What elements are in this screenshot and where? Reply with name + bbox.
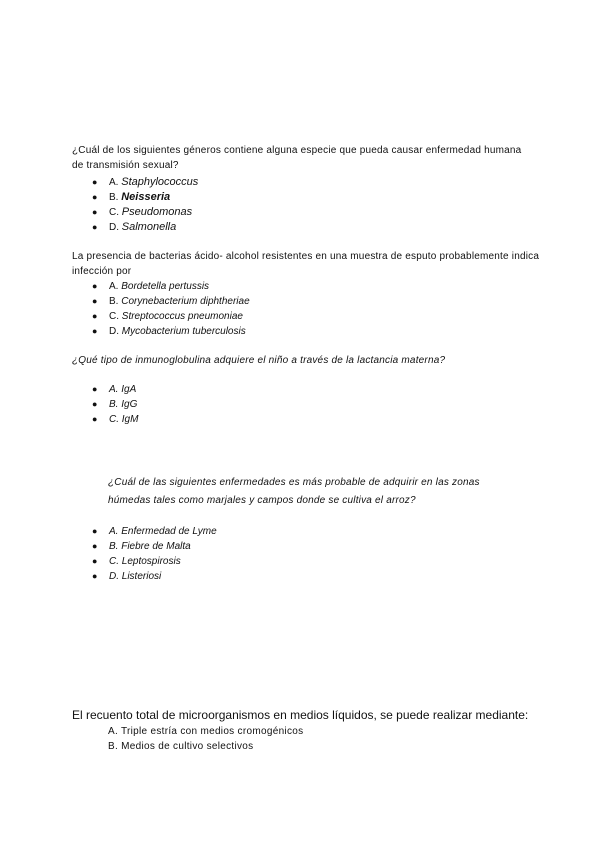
bullet-icon: ● <box>92 296 98 306</box>
option-text: B. Fiebre de Malta <box>109 541 191 552</box>
question-4 <box>72 474 532 584</box>
option-prefix: C. <box>109 311 122 322</box>
option-name: Salmonella <box>121 221 177 233</box>
bullet-icon: ● <box>92 207 98 217</box>
question-5-text: El recuento total de microorganismos en medios líquidos, se puede realizar mediante: <box>72 708 529 722</box>
option-1a <box>72 175 532 190</box>
option-5a: A. Triple estría con medios cromogénicos <box>108 726 304 737</box>
question-2 <box>72 249 542 339</box>
option-3c <box>72 412 532 427</box>
option-4b <box>72 539 532 554</box>
option-name: Bordetella pertussis <box>121 281 210 292</box>
option-text: B. IgG <box>109 399 138 410</box>
bullet-icon: ● <box>92 556 98 566</box>
option-name: Mycobacterium tuberculosis <box>121 326 246 337</box>
question-5-options <box>72 724 552 754</box>
question-3 <box>72 353 532 427</box>
option-2c <box>72 309 542 324</box>
question-3-text: ¿Qué tipo de inmunoglobulina adquiere el niño a través de la lactancia materna? <box>72 355 446 366</box>
option-name: Pseudomonas <box>121 206 193 218</box>
bullet-icon: ● <box>92 281 98 291</box>
bullet-icon: ● <box>92 526 98 536</box>
option-name: Staphylococcus <box>121 176 199 188</box>
option-2a <box>72 279 542 294</box>
option-prefix: A. <box>109 281 122 292</box>
question-4-options <box>72 524 532 584</box>
question-2-options <box>72 279 542 339</box>
option-4d <box>72 569 532 584</box>
option-3a <box>72 382 532 397</box>
bullet-icon: ● <box>92 414 98 424</box>
bullet-icon: ● <box>92 399 98 409</box>
bullet-icon: ● <box>92 571 98 581</box>
option-2d <box>72 324 542 339</box>
option-prefix: B. <box>109 192 122 203</box>
option-1c <box>72 205 532 220</box>
bullet-icon: ● <box>92 384 98 394</box>
option-prefix: D. <box>109 222 122 233</box>
option-3b <box>72 397 532 412</box>
option-2b <box>72 294 542 309</box>
option-prefix: A. <box>109 177 122 188</box>
bullet-icon: ● <box>92 541 98 551</box>
option-1b <box>72 190 532 205</box>
option-4c <box>72 554 532 569</box>
bullet-icon: ● <box>92 311 98 321</box>
option-prefix: D. <box>109 326 122 337</box>
bullet-icon: ● <box>92 326 98 336</box>
question-3-options <box>72 382 532 427</box>
question-4-text: ¿Cuál de las siguientes enfermedades es más probable de adquirir en las zonas húmedas tales como marjales y campos donde se cultiva el arroz? <box>108 477 480 506</box>
option-name: Neisseria <box>121 191 171 203</box>
option-5b: B. Medios de cultivo selectivos <box>108 741 254 752</box>
option-prefix: B. <box>109 296 122 307</box>
option-name: Corynebacterium diphtheriae <box>121 296 250 307</box>
option-prefix: C. <box>109 207 122 218</box>
option-4a <box>72 524 532 539</box>
question-1 <box>72 143 532 235</box>
bullet-icon: ● <box>92 177 98 187</box>
question-2-text: La presencia de bacterias ácido- alcohol resistentes en una muestra de esputo probablemente indica infección por <box>72 251 540 277</box>
option-1d <box>72 220 532 235</box>
option-text: C. IgM <box>109 414 139 425</box>
option-text: C. Leptospirosis <box>109 556 181 567</box>
bullet-icon: ● <box>92 222 98 232</box>
question-5 <box>72 707 552 754</box>
option-name: Streptococcus pneumoniae <box>121 311 243 322</box>
option-text: D. Listeriosi <box>109 571 162 582</box>
option-text: A. Enfermedad de Lyme <box>109 526 217 537</box>
question-1-options <box>72 175 532 235</box>
option-text: A. IgA <box>109 384 137 395</box>
question-1-text: ¿Cuál de los siguientes géneros contiene alguna especie que pueda causar enfermedad humana de transmisión sexual? <box>72 145 522 171</box>
bullet-icon: ● <box>92 192 98 202</box>
